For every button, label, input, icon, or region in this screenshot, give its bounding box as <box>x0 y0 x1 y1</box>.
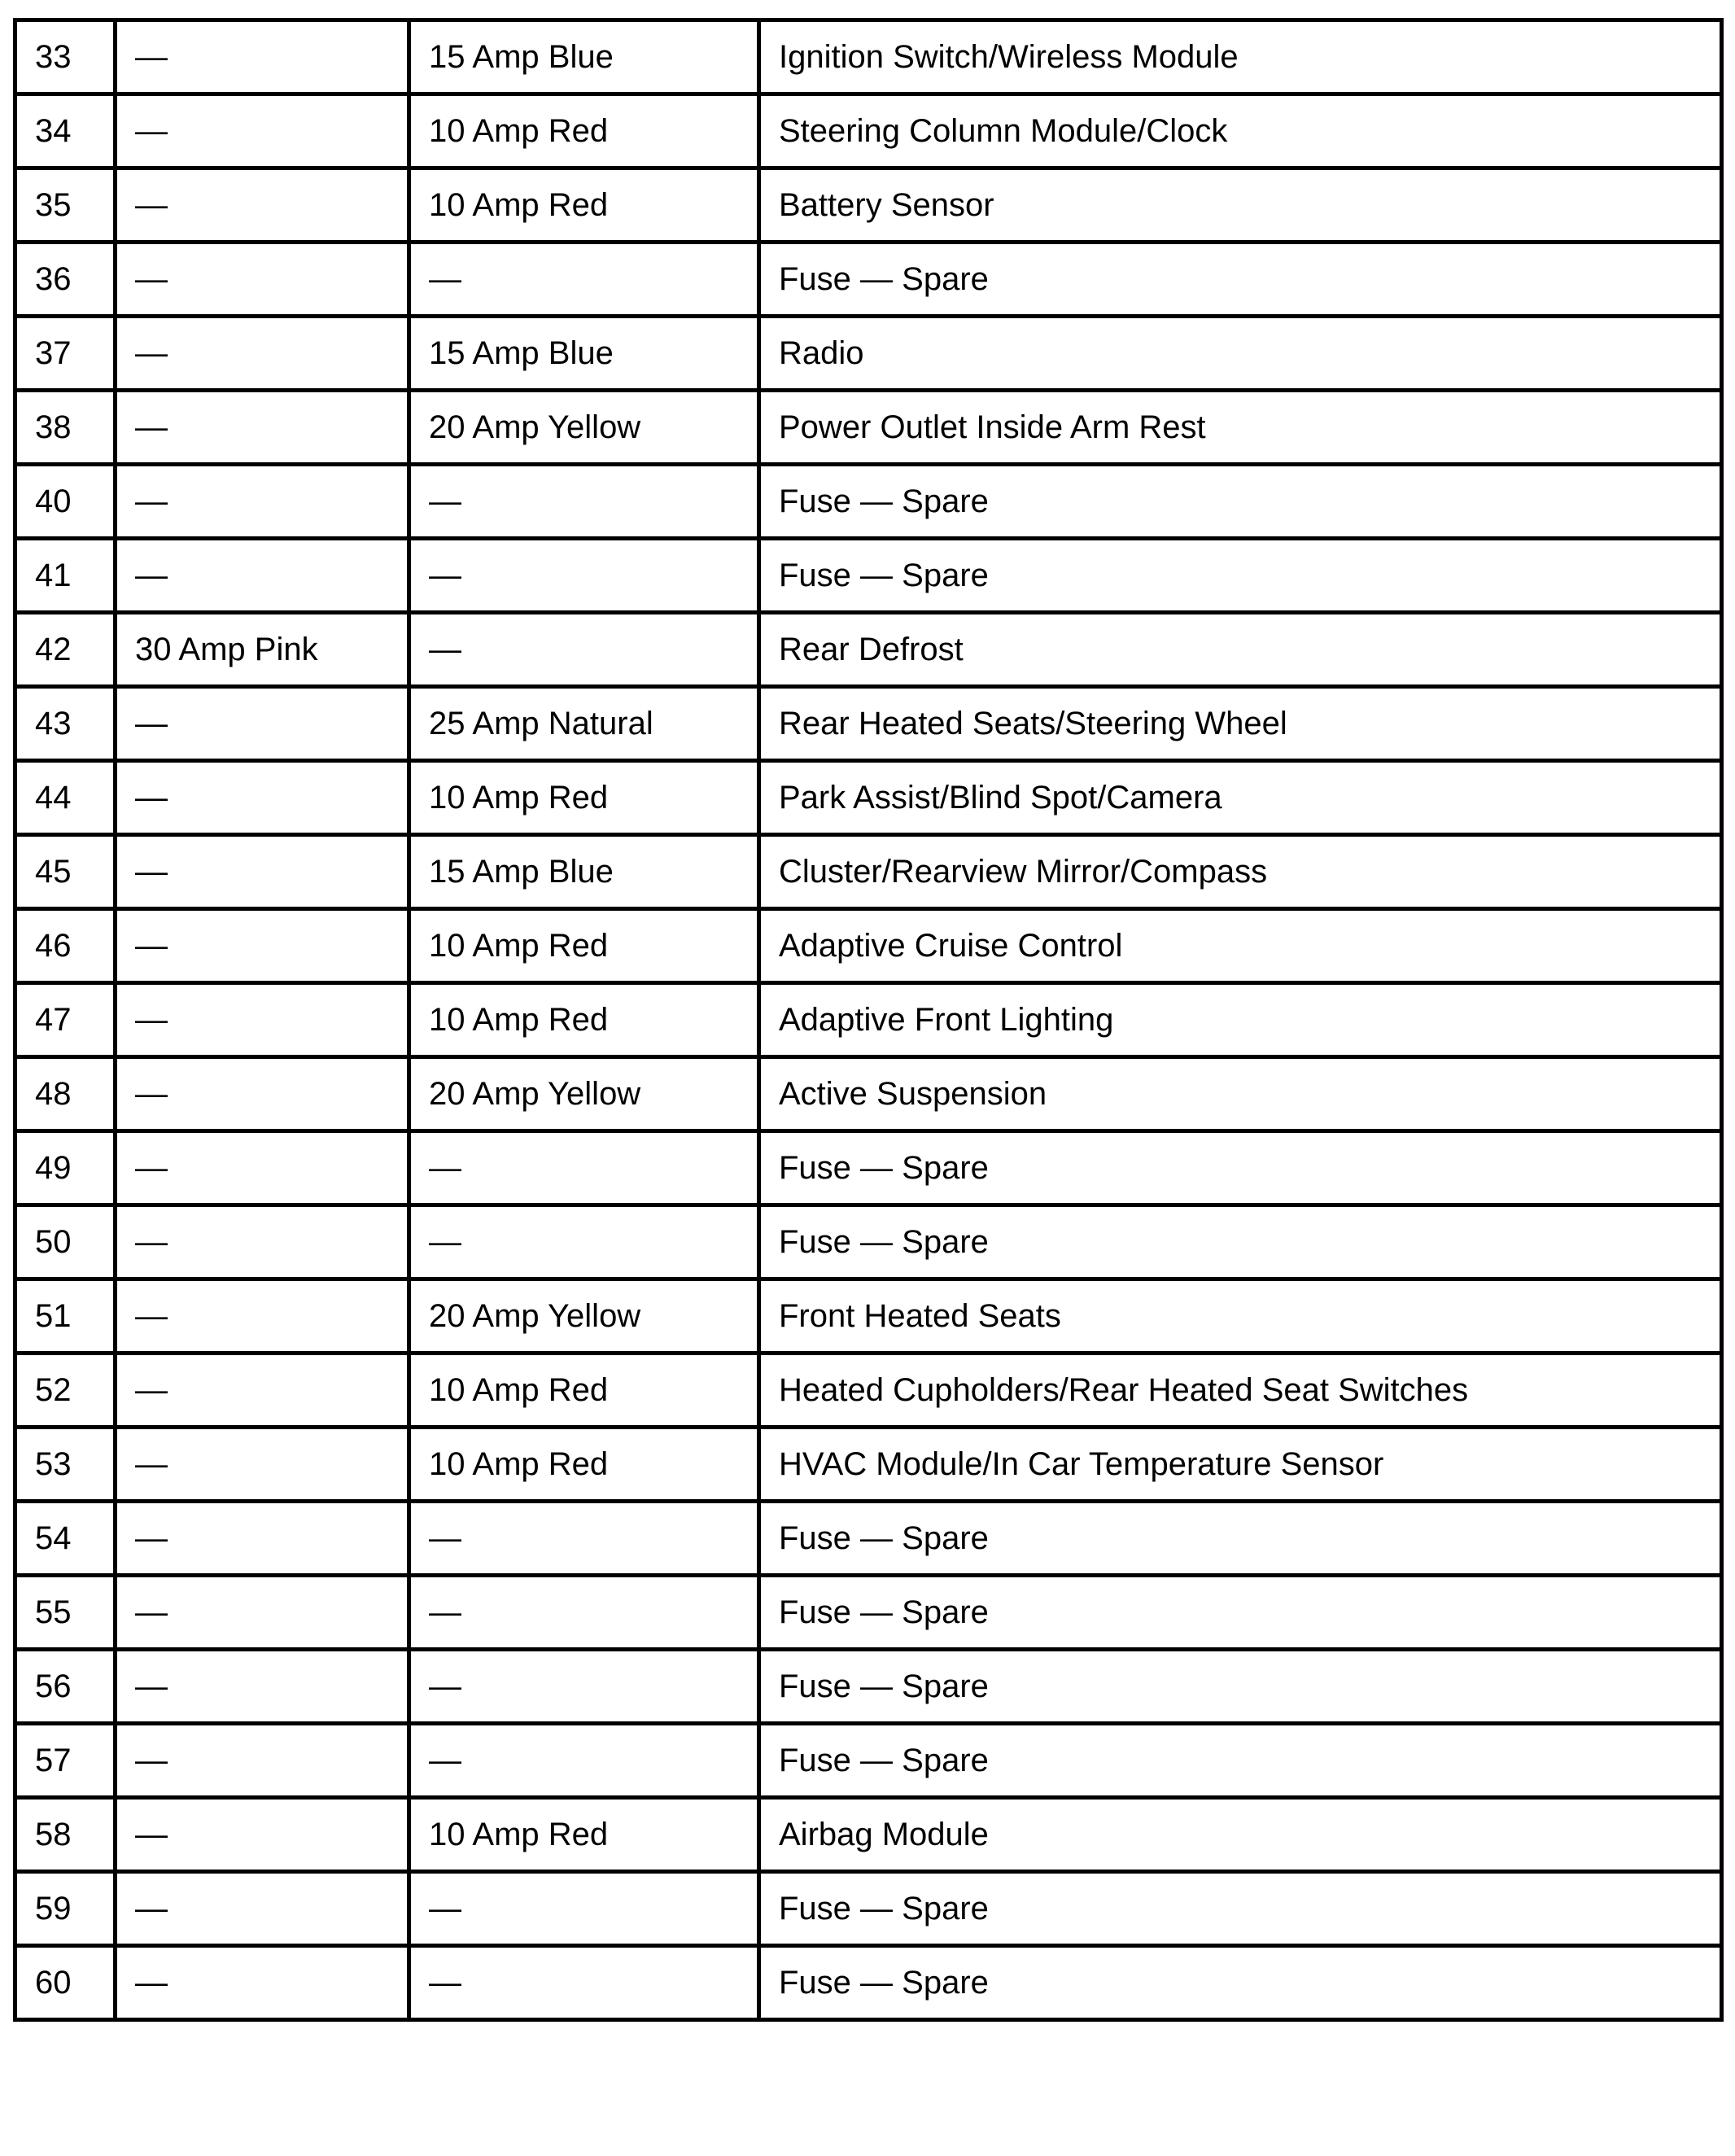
table-row <box>15 20 1722 94</box>
cavity-cell: 43 <box>15 687 116 761</box>
mini-fuse-cell: — <box>409 1724 759 1798</box>
description-cell: Ignition Switch/Wireless Module <box>759 20 1722 94</box>
description-cell: Front Heated Seats <box>759 1279 1722 1354</box>
cavity-cell: 38 <box>15 391 116 465</box>
mini-fuse-cell: — <box>409 465 759 539</box>
mini-fuse-cell: 20 Amp Yellow <box>409 1057 759 1131</box>
table-row <box>15 613 1722 687</box>
description-cell: Rear Defrost <box>759 613 1722 687</box>
mini-fuse-cell: 10 Amp Red <box>409 1798 759 1872</box>
cavity-cell: 57 <box>15 1724 116 1798</box>
cartridge-fuse-cell: — <box>116 1131 409 1205</box>
mini-fuse-cell: 15 Amp Blue <box>409 20 759 94</box>
cavity-cell: 58 <box>15 1798 116 1872</box>
mini-fuse-cell: — <box>409 539 759 613</box>
description-cell: Active Suspension <box>759 1057 1722 1131</box>
cavity-cell: 42 <box>15 613 116 687</box>
mini-fuse-cell: — <box>409 1576 759 1650</box>
cartridge-fuse-cell: — <box>116 687 409 761</box>
cartridge-fuse-cell: — <box>116 1724 409 1798</box>
cartridge-fuse-cell: — <box>116 539 409 613</box>
description-cell: Fuse — Spare <box>759 1724 1722 1798</box>
mini-fuse-cell: — <box>409 1131 759 1205</box>
table-row <box>15 761 1722 835</box>
description-cell: Battery Sensor <box>759 168 1722 243</box>
cavity-cell: 56 <box>15 1650 116 1724</box>
cartridge-fuse-cell: — <box>116 317 409 391</box>
cartridge-fuse-cell: 30 Amp Pink <box>116 613 409 687</box>
table-row <box>15 1650 1722 1724</box>
description-cell: Adaptive Cruise Control <box>759 909 1722 983</box>
cavity-cell: 53 <box>15 1428 116 1502</box>
cavity-cell: 35 <box>15 168 116 243</box>
mini-fuse-cell: 10 Amp Red <box>409 909 759 983</box>
cartridge-fuse-cell: — <box>116 1354 409 1428</box>
cavity-cell: 46 <box>15 909 116 983</box>
cartridge-fuse-cell: — <box>116 983 409 1057</box>
description-cell: Fuse — Spare <box>759 1131 1722 1205</box>
cartridge-fuse-cell: — <box>116 1576 409 1650</box>
table-row <box>15 909 1722 983</box>
mini-fuse-cell: 20 Amp Yellow <box>409 391 759 465</box>
description-cell: Airbag Module <box>759 1798 1722 1872</box>
description-cell: Park Assist/Blind Spot/Camera <box>759 761 1722 835</box>
cavity-cell: 55 <box>15 1576 116 1650</box>
fuse-table <box>13 18 1724 2022</box>
table-row <box>15 1946 1722 2020</box>
table-row <box>15 168 1722 243</box>
description-cell: Fuse — Spare <box>759 1872 1722 1946</box>
cartridge-fuse-cell: — <box>116 1057 409 1131</box>
description-cell: Power Outlet Inside Arm Rest <box>759 391 1722 465</box>
cartridge-fuse-cell: — <box>116 835 409 909</box>
description-cell: Heated Cupholders/Rear Heated Seat Switches <box>759 1354 1722 1428</box>
cartridge-fuse-cell: — <box>116 1205 409 1279</box>
description-cell: Fuse — Spare <box>759 1205 1722 1279</box>
cavity-cell: 34 <box>15 94 116 168</box>
cartridge-fuse-cell: — <box>116 243 409 317</box>
table-row <box>15 1576 1722 1650</box>
description-cell: Fuse — Spare <box>759 1502 1722 1576</box>
description-cell: Steering Column Module/Clock <box>759 94 1722 168</box>
mini-fuse-cell: — <box>409 1205 759 1279</box>
description-cell: Cluster/Rearview Mirror/Compass <box>759 835 1722 909</box>
description-cell: Fuse — Spare <box>759 1576 1722 1650</box>
cavity-cell: 41 <box>15 539 116 613</box>
table-row <box>15 983 1722 1057</box>
mini-fuse-cell: 20 Amp Yellow <box>409 1279 759 1354</box>
table-row <box>15 243 1722 317</box>
mini-fuse-cell: 15 Amp Blue <box>409 835 759 909</box>
description-cell: Fuse — Spare <box>759 1650 1722 1724</box>
table-row <box>15 1798 1722 1872</box>
fuse-table-body <box>15 20 1722 2020</box>
table-row <box>15 1354 1722 1428</box>
table-row <box>15 539 1722 613</box>
mini-fuse-cell: — <box>409 613 759 687</box>
mini-fuse-cell: — <box>409 1502 759 1576</box>
cavity-cell: 40 <box>15 465 116 539</box>
table-row <box>15 94 1722 168</box>
table-row <box>15 835 1722 909</box>
table-row <box>15 1428 1722 1502</box>
mini-fuse-cell: 25 Amp Natural <box>409 687 759 761</box>
description-cell: Fuse — Spare <box>759 539 1722 613</box>
table-row <box>15 687 1722 761</box>
cartridge-fuse-cell: — <box>116 909 409 983</box>
cavity-cell: 37 <box>15 317 116 391</box>
table-row <box>15 391 1722 465</box>
cavity-cell: 60 <box>15 1946 116 2020</box>
description-cell: Fuse — Spare <box>759 465 1722 539</box>
cavity-cell: 54 <box>15 1502 116 1576</box>
cartridge-fuse-cell: — <box>116 1946 409 2020</box>
cartridge-fuse-cell: — <box>116 761 409 835</box>
cartridge-fuse-cell: — <box>116 1872 409 1946</box>
description-cell: Fuse — Spare <box>759 1946 1722 2020</box>
cavity-cell: 49 <box>15 1131 116 1205</box>
table-row <box>15 1279 1722 1354</box>
cartridge-fuse-cell: — <box>116 20 409 94</box>
cavity-cell: 48 <box>15 1057 116 1131</box>
cavity-cell: 47 <box>15 983 116 1057</box>
cartridge-fuse-cell: — <box>116 1650 409 1724</box>
cavity-cell: 59 <box>15 1872 116 1946</box>
mini-fuse-cell: 10 Amp Red <box>409 1354 759 1428</box>
mini-fuse-cell: 10 Amp Red <box>409 983 759 1057</box>
cartridge-fuse-cell: — <box>116 168 409 243</box>
table-row <box>15 1131 1722 1205</box>
description-cell: Fuse — Spare <box>759 243 1722 317</box>
cavity-cell: 36 <box>15 243 116 317</box>
mini-fuse-cell: — <box>409 1872 759 1946</box>
description-cell: HVAC Module/In Car Temperature Sensor <box>759 1428 1722 1502</box>
cavity-cell: 33 <box>15 20 116 94</box>
cavity-cell: 51 <box>15 1279 116 1354</box>
cartridge-fuse-cell: — <box>116 1428 409 1502</box>
cavity-cell: 44 <box>15 761 116 835</box>
cartridge-fuse-cell: — <box>116 94 409 168</box>
table-row <box>15 1872 1722 1946</box>
mini-fuse-cell: — <box>409 1946 759 2020</box>
mini-fuse-cell: — <box>409 1650 759 1724</box>
table-row <box>15 465 1722 539</box>
table-row <box>15 1057 1722 1131</box>
table-row <box>15 1205 1722 1279</box>
table-row <box>15 1724 1722 1798</box>
cavity-cell: 45 <box>15 835 116 909</box>
cartridge-fuse-cell: — <box>116 1502 409 1576</box>
description-cell: Radio <box>759 317 1722 391</box>
cartridge-fuse-cell: — <box>116 465 409 539</box>
mini-fuse-cell: 10 Amp Red <box>409 1428 759 1502</box>
cartridge-fuse-cell: — <box>116 391 409 465</box>
table-row <box>15 317 1722 391</box>
table-row <box>15 1502 1722 1576</box>
cartridge-fuse-cell: — <box>116 1279 409 1354</box>
mini-fuse-cell: 10 Amp Red <box>409 94 759 168</box>
cartridge-fuse-cell: — <box>116 1798 409 1872</box>
cavity-cell: 52 <box>15 1354 116 1428</box>
mini-fuse-cell: 10 Amp Red <box>409 168 759 243</box>
mini-fuse-cell: 10 Amp Red <box>409 761 759 835</box>
cavity-cell: 50 <box>15 1205 116 1279</box>
mini-fuse-cell: — <box>409 243 759 317</box>
description-cell: Rear Heated Seats/Steering Wheel <box>759 687 1722 761</box>
description-cell: Adaptive Front Lighting <box>759 983 1722 1057</box>
mini-fuse-cell: 15 Amp Blue <box>409 317 759 391</box>
